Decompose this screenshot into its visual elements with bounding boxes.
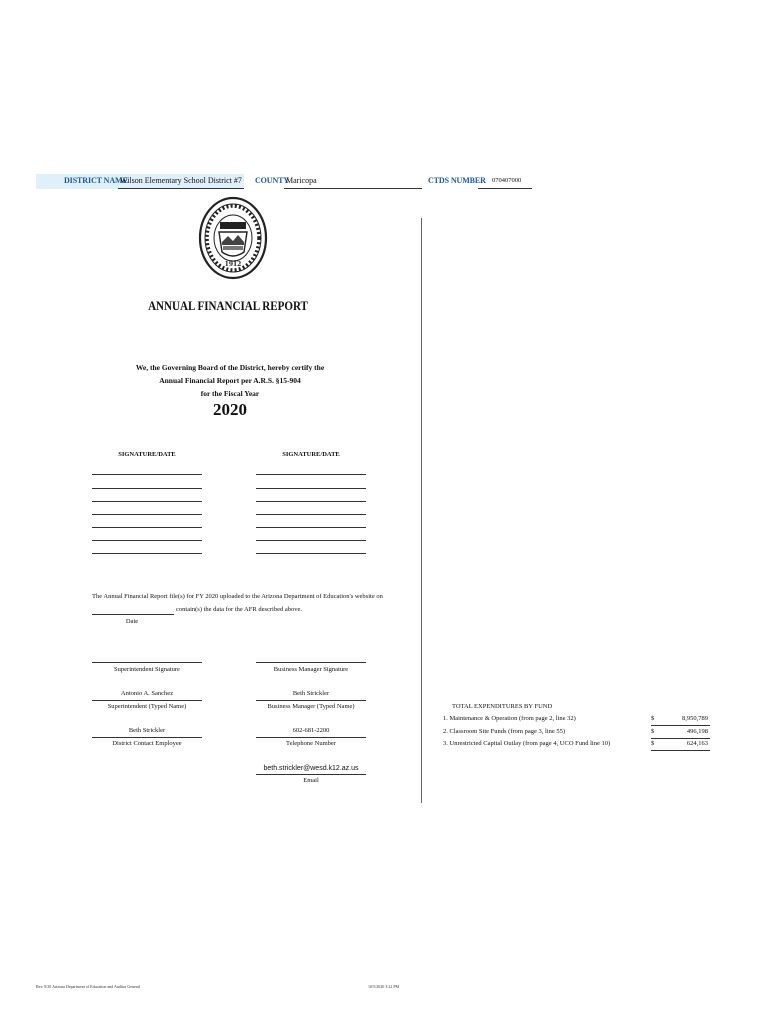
board-signature-line[interactable] <box>92 553 202 554</box>
footer-revision-note: Rev. 9/20 Arizona Department of Education and Auditor General <box>36 984 141 989</box>
board-signature-line[interactable] <box>256 514 366 515</box>
board-signature-line[interactable] <box>92 501 202 502</box>
superintendent-name-underline <box>92 700 202 701</box>
ctds-number-label: CTDS NUMBER <box>428 176 486 185</box>
expenditure-label: 1. Maintenance & Operation (from page 2, line 32) <box>443 715 576 722</box>
business-manager-typed-label: Business Manager (Typed Name) <box>267 703 355 710</box>
contact-employee-name: Beth Strickler <box>128 727 166 734</box>
certification-line-3: for the Fiscal Year <box>200 389 260 398</box>
board-signature-line[interactable] <box>256 540 366 541</box>
superintendent-typed-label: Superintendent (Typed Name) <box>107 703 187 710</box>
business-manager-name-underline <box>256 700 366 701</box>
county-label: COUNTY <box>255 176 290 185</box>
upload-statement-line-2: contain(s) the data for the AFR described above. <box>176 606 302 613</box>
board-signature-line[interactable] <box>256 527 366 528</box>
contact-employee-underline <box>92 737 202 738</box>
email-underline <box>256 774 366 775</box>
board-signature-line[interactable] <box>92 474 202 475</box>
expenditure-amount: 8,950,789 <box>682 715 708 722</box>
contact-employee-label: District Contact Employee <box>112 740 182 747</box>
board-signature-line[interactable] <box>256 501 366 502</box>
district-name-label: DISTRICT NAME <box>64 176 128 185</box>
expenditure-underline <box>651 725 710 726</box>
board-signature-line[interactable] <box>256 553 366 554</box>
expenditure-currency: $ <box>651 715 655 722</box>
district-name-value: Wilson Elementary School District #7 <box>120 176 242 185</box>
board-signature-line[interactable] <box>92 527 202 528</box>
telephone-number: 602-681-2200 <box>292 727 330 734</box>
superintendent-signature-label: Superintendent Signature <box>114 666 180 673</box>
expenditure-underline <box>651 738 710 739</box>
email-label: Email <box>303 777 319 784</box>
county-value: Maricopa <box>286 176 317 185</box>
expenditure-currency: $ <box>651 728 655 735</box>
board-signature-line[interactable] <box>256 488 366 489</box>
expenditures-heading: TOTAL EXPENDITURES BY FUND <box>452 703 553 710</box>
ctds-number-value: 070407000 <box>492 177 522 184</box>
report-title: ANNUAL FINANCIAL REPORT <box>148 298 308 313</box>
certification-line-2: Annual Financial Report per A.R.S. §15-904 <box>159 376 301 385</box>
signature-date-header-left: SIGNATURE/DATE <box>118 451 176 458</box>
superintendent-name: Antonio A. Sanchez <box>120 690 174 697</box>
business-manager-signature-line[interactable] <box>256 662 366 663</box>
ctds-number-underline <box>478 188 532 189</box>
seal-year-text: 1912 <box>224 261 242 268</box>
upload-date-label: Date <box>125 618 139 625</box>
state-seal-icon <box>198 196 268 280</box>
upload-date-line[interactable] <box>92 614 174 615</box>
signature-date-header-right: SIGNATURE/DATE <box>282 451 340 458</box>
footer-timestamp: 10/5/2020 3:22 PM <box>368 984 400 989</box>
page-divider <box>421 218 422 803</box>
expenditure-label: 3. Unrestricted Capital Outlay (from page 4, UCO Fund line 10) <box>443 740 611 747</box>
board-signature-line[interactable] <box>92 488 202 489</box>
business-manager-name: Beth Strickler <box>292 690 330 697</box>
telephone-underline <box>256 737 366 738</box>
district-name-underline <box>118 188 244 189</box>
board-signature-line[interactable] <box>92 540 202 541</box>
board-signature-line[interactable] <box>92 514 202 515</box>
telephone-label: Telephone Number <box>286 740 336 747</box>
expenditure-currency: $ <box>651 740 655 747</box>
expenditure-label: 2. Classroom Site Funds (from page 3, line 55) <box>443 728 566 735</box>
county-underline <box>284 188 422 189</box>
board-signature-line[interactable] <box>256 474 366 475</box>
expenditure-amount: 496,198 <box>686 728 708 735</box>
expenditure-underline <box>651 750 710 751</box>
superintendent-signature-line[interactable] <box>92 662 202 663</box>
expenditure-amount: 624,163 <box>686 740 708 747</box>
upload-statement-line-1: The Annual Financial Report file(s) for FY 2020 uploaded to the Arizona Department of Education's website on <box>92 593 383 600</box>
business-manager-signature-label: Business Manager Signature <box>273 666 349 673</box>
certification-line-1: We, the Governing Board of the District, hereby certify the <box>135 363 325 372</box>
fiscal-year: 2020 <box>213 400 247 419</box>
email-address: beth.strickler@wesd.k12.az.us <box>263 765 359 772</box>
